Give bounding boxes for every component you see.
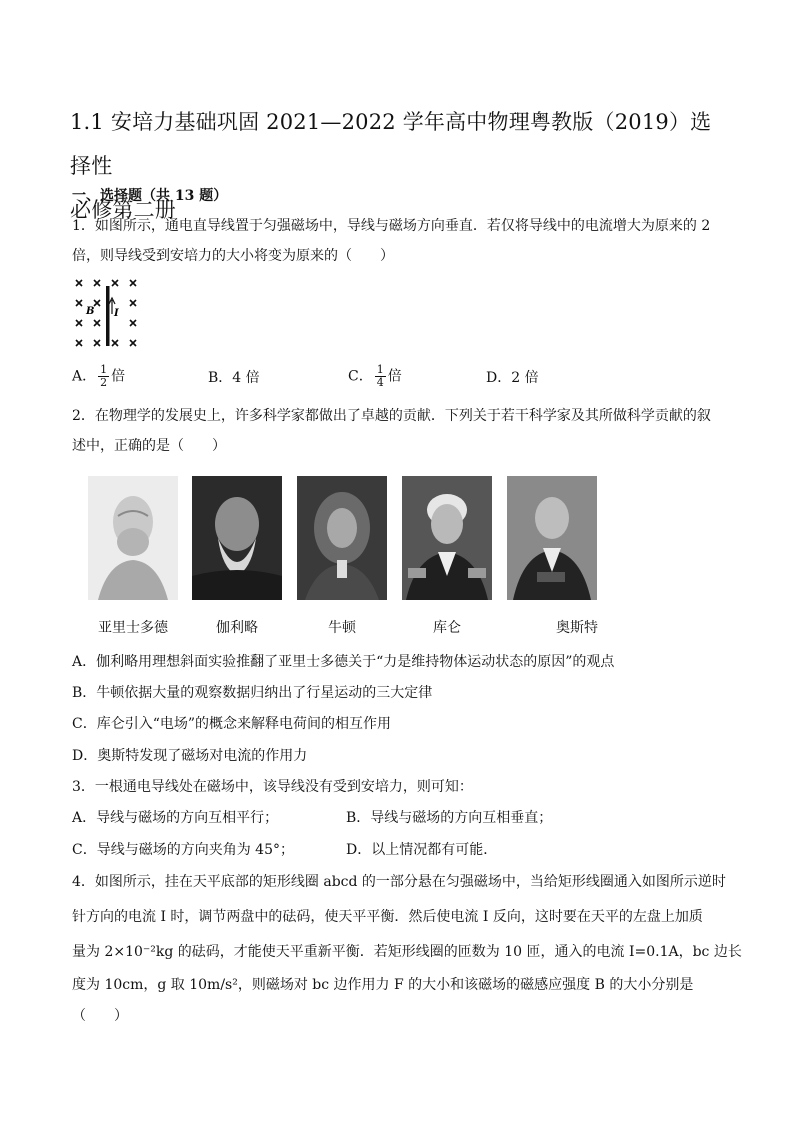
current-wire: [106, 286, 110, 346]
q1-option-d[interactable]: D．2 倍: [486, 370, 539, 386]
fraction-one-half: $\frac{1}{2}$: [100, 363, 108, 389]
portrait-galileo: [192, 476, 282, 600]
q4-stem-line-1: 4．如图所示，挂在天平底部的矩形线圈 abcd 的一部分悬在匀强磁场中，当给矩形线圈通入如图所示逆时: [72, 874, 726, 890]
caption-newton: 牛顿: [328, 620, 356, 636]
q3-stem: 3．一根通电导线处在磁场中，该导线没有受到安培力，则可知：: [72, 779, 473, 795]
q3-option-b[interactable]: B．导线与磁场的方向互相垂直；: [346, 810, 553, 826]
caption-oersted: 奥斯特: [556, 620, 598, 636]
q1-option-b[interactable]: B．4 倍: [208, 370, 260, 386]
q2-option-b[interactable]: B．牛顿依据大量的观察数据归纳出了行星运动的三大定律: [72, 685, 433, 701]
q4-stem-line-5: （ ）: [72, 1008, 128, 1024]
fraction-one-quarter: $\frac{1}{4}$: [376, 363, 384, 389]
q1-option-a-label: A．: [72, 368, 97, 385]
q1-option-c-label: C．: [348, 368, 373, 385]
q2-stem-line-2: 述中，正确的是（ ）: [72, 438, 226, 454]
q4-stem-line-3: 量为 2×10⁻²kg 的砝码，才能使天平重新平衡．若矩形线圈的匝数为 10 匝，通入的电流 I=0.1A，bc 边长: [72, 944, 742, 960]
q3-option-c[interactable]: C．导线与磁场的方向夹角为 45°；: [72, 842, 294, 858]
q3-option-a[interactable]: A．导线与磁场的方向互相平行；: [72, 810, 279, 826]
portrait-oersted: [507, 476, 597, 600]
caption-aristotle: 亚里士多德: [98, 620, 168, 636]
magnetic-field-diagram: [72, 276, 152, 352]
q2-stem-line-1: 2．在物理学的发展史上，许多科学家都做出了卓越的贡献．下列关于若干科学家及其所做科学贡献的叙: [72, 408, 711, 424]
current-label-i: I: [114, 308, 119, 319]
q3-option-d[interactable]: D．以上情况都有可能．: [346, 842, 498, 858]
field-label-b: B: [86, 306, 95, 317]
page-title: [70, 100, 730, 232]
q2-option-c[interactable]: C．库仑引入“电场”的概念来解释电荷间的相互作用: [72, 716, 392, 732]
q1-stem-line-1: 1．如图所示，通电直导线置于匀强磁场中，导线与磁场方向垂直．若仅将导线中的电流增大为原来的 2: [72, 218, 711, 234]
title-line-2: 必修第二册: [70, 198, 176, 222]
caption-coulomb: 库仑: [433, 620, 461, 636]
q2-option-d[interactable]: D．奥斯特发现了磁场对电流的作用力: [72, 748, 308, 764]
section-heading: 一、选择题（共 13 题）: [72, 188, 228, 204]
q1-option-a[interactable]: A． $\frac{1}{2}$ 倍: [72, 363, 126, 389]
portrait-aristotle: [88, 476, 178, 600]
portrait-newton: [297, 476, 387, 600]
q4-stem-line-2: 针方向的电流 I 时，调节两盘中的砝码，使天平平衡．然后使电流 I 反向，这时要在天平的左盘上加质: [72, 909, 703, 925]
portrait-coulomb: [402, 476, 492, 600]
q1-option-c[interactable]: C． $\frac{1}{4}$ 倍: [348, 363, 402, 389]
q1-magnetic-field-figure: [72, 276, 152, 352]
title-line-1: 1.1 安培力基础巩固 2021—2022 学年高中物理粤教版（2019）选择性: [70, 110, 712, 178]
q2-option-a[interactable]: A．伽利略用理想斜面实验推翻了亚里士多德关于“力是维持物体运动状态的原因”的观点: [72, 654, 615, 670]
q1-stem-line-2: 倍，则导线受到安培力的大小将变为原来的（ ）: [72, 248, 394, 264]
caption-galileo: 伽利略: [216, 620, 258, 636]
q4-stem-line-4: 度为 10cm，g 取 10m/s²，则磁场对 bc 边作用力 F 的大小和该磁场的磁感应强度 B 的大小分别是: [72, 977, 694, 993]
